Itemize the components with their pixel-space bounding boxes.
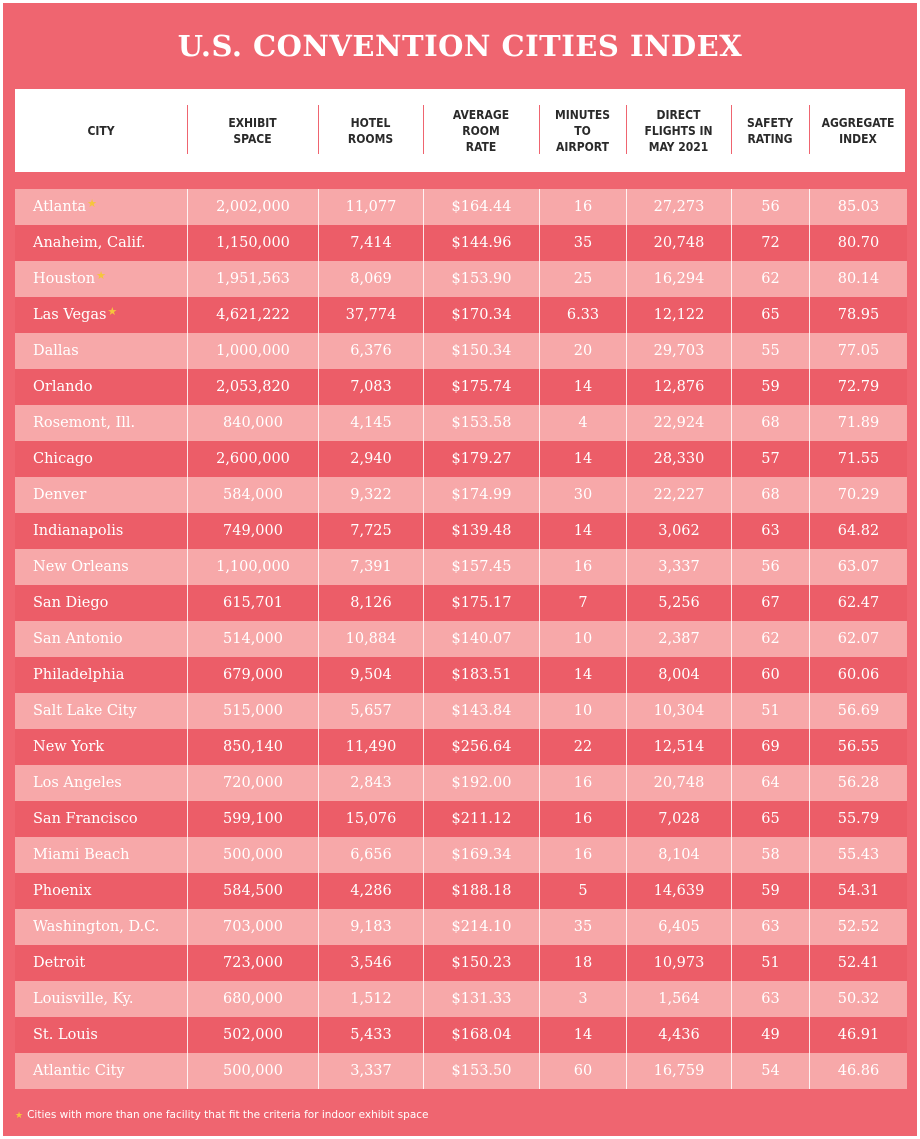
- table-row: [15, 261, 907, 297]
- cell-city: [15, 441, 187, 477]
- cell-average-room-rate: $150.23: [423, 945, 539, 981]
- cell-minutes-to-airport: 6.33: [539, 297, 626, 333]
- city-name: Detroit: [33, 955, 86, 971]
- cell-exhibit-space: 2,053,820: [187, 369, 318, 405]
- cell-minutes-to-airport: 20: [539, 333, 626, 369]
- cell-aggregate-index: 64.82: [809, 513, 907, 549]
- cell-minutes-to-airport: 16: [539, 801, 626, 837]
- cell-minutes-to-airport: 4: [539, 405, 626, 441]
- table-row: [15, 909, 907, 945]
- cell-safety-rating: 68: [731, 405, 809, 441]
- cell-direct-flights: 8,004: [626, 657, 731, 693]
- cell-hotel-rooms: 11,077: [318, 189, 423, 225]
- cell-safety-rating: 72: [731, 225, 809, 261]
- cell-hotel-rooms: 15,076: [318, 801, 423, 837]
- cell-safety-rating: 51: [731, 693, 809, 729]
- table-header: [15, 89, 905, 172]
- cell-exhibit-space: 1,150,000: [187, 225, 318, 261]
- cell-average-room-rate: $131.33: [423, 981, 539, 1017]
- cell-direct-flights: 12,876: [626, 369, 731, 405]
- cell-direct-flights: 28,330: [626, 441, 731, 477]
- cell-aggregate-index: 72.79: [809, 369, 907, 405]
- city-name: Anaheim, Calif.: [33, 235, 146, 251]
- table-row: [15, 405, 907, 441]
- cell-minutes-to-airport: 16: [539, 837, 626, 873]
- cell-aggregate-index: 50.32: [809, 981, 907, 1017]
- cell-minutes-to-airport: 18: [539, 945, 626, 981]
- cell-minutes-to-airport: 5: [539, 873, 626, 909]
- cell-exhibit-space: 500,000: [187, 1053, 318, 1089]
- cell-safety-rating: 60: [731, 657, 809, 693]
- cell-direct-flights: 10,304: [626, 693, 731, 729]
- cell-safety-rating: 63: [731, 909, 809, 945]
- cell-aggregate-index: 52.41: [809, 945, 907, 981]
- header-col-direct-flights: DIRECT FLIGHTS IN MAY 2021: [644, 107, 713, 154]
- cell-average-room-rate: $150.34: [423, 333, 539, 369]
- cell-aggregate-index: 62.47: [809, 585, 907, 621]
- cell-average-room-rate: $256.64: [423, 729, 539, 765]
- cell-city: [15, 657, 187, 693]
- cell-safety-rating: 62: [731, 621, 809, 657]
- header-col-city: CITY: [87, 123, 115, 138]
- cell-aggregate-index: 54.31: [809, 873, 907, 909]
- city-name: Rosemont, Ill.: [33, 415, 136, 431]
- star-icon: ★: [96, 269, 106, 282]
- cell-hotel-rooms: 7,083: [318, 369, 423, 405]
- cell-average-room-rate: $139.48: [423, 513, 539, 549]
- cell-safety-rating: 51: [731, 945, 809, 981]
- table-row: [15, 873, 907, 909]
- cell-direct-flights: 22,227: [626, 477, 731, 513]
- table-row: [15, 657, 907, 693]
- cell-city: [15, 981, 187, 1017]
- cell-safety-rating: 49: [731, 1017, 809, 1053]
- table-row: [15, 801, 907, 837]
- header-divider: [187, 105, 188, 154]
- cell-direct-flights: 6,405: [626, 909, 731, 945]
- cell-safety-rating: 55: [731, 333, 809, 369]
- cell-exhibit-space: 749,000: [187, 513, 318, 549]
- cell-aggregate-index: 62.07: [809, 621, 907, 657]
- cell-direct-flights: 16,759: [626, 1053, 731, 1089]
- cell-average-room-rate: $153.90: [423, 261, 539, 297]
- cell-hotel-rooms: 5,433: [318, 1017, 423, 1053]
- cell-minutes-to-airport: 7: [539, 585, 626, 621]
- cell-exhibit-space: 615,701: [187, 585, 318, 621]
- star-icon: ★: [15, 1111, 24, 1121]
- cell-city: [15, 801, 187, 837]
- table-row: [15, 513, 907, 549]
- city-name: Denver: [33, 487, 87, 503]
- cell-city: [15, 909, 187, 945]
- page-title: U.S. CONVENTION CITIES INDEX: [177, 29, 743, 63]
- cell-hotel-rooms: 9,504: [318, 657, 423, 693]
- cell-aggregate-index: 85.03: [809, 189, 907, 225]
- cell-hotel-rooms: 8,069: [318, 261, 423, 297]
- cell-exhibit-space: 850,140: [187, 729, 318, 765]
- cell-aggregate-index: 71.89: [809, 405, 907, 441]
- cell-aggregate-index: 56.28: [809, 765, 907, 801]
- table-row: [15, 225, 907, 261]
- cell-city: [15, 189, 187, 225]
- header-divider: [731, 105, 732, 154]
- cell-direct-flights: 29,703: [626, 333, 731, 369]
- cell-exhibit-space: 584,500: [187, 873, 318, 909]
- cell-minutes-to-airport: 14: [539, 441, 626, 477]
- cell-direct-flights: 14,639: [626, 873, 731, 909]
- cell-direct-flights: 3,062: [626, 513, 731, 549]
- star-icon: ★: [107, 305, 118, 318]
- cell-hotel-rooms: 2,940: [318, 441, 423, 477]
- table-row: [15, 189, 907, 225]
- cell-average-room-rate: $214.10: [423, 909, 539, 945]
- cell-safety-rating: 59: [731, 369, 809, 405]
- table-row: [15, 369, 907, 405]
- cell-safety-rating: 67: [731, 585, 809, 621]
- cell-city: [15, 621, 187, 657]
- city-name: Atlantic City: [33, 1063, 125, 1079]
- cell-direct-flights: 5,256: [626, 585, 731, 621]
- footnote-text: Cities with more than one facility that fit the criteria for indoor exhibit space: [27, 1109, 429, 1121]
- cell-direct-flights: 1,564: [626, 981, 731, 1017]
- city-name: Miami Beach: [33, 847, 130, 863]
- cell-exhibit-space: 2,002,000: [187, 189, 318, 225]
- cell-city: [15, 1053, 187, 1089]
- cell-aggregate-index: 78.95: [809, 297, 907, 333]
- table-row: [15, 1053, 907, 1089]
- header-col-hotel-rooms: HOTEL ROOMS: [347, 115, 394, 146]
- cell-exhibit-space: 680,000: [187, 981, 318, 1017]
- cell-city: [15, 585, 187, 621]
- cell-exhibit-space: 720,000: [187, 765, 318, 801]
- cell-safety-rating: 65: [731, 801, 809, 837]
- cell-city: [15, 1017, 187, 1053]
- cell-average-room-rate: $183.51: [423, 657, 539, 693]
- cell-minutes-to-airport: 30: [539, 477, 626, 513]
- cell-direct-flights: 20,748: [626, 765, 731, 801]
- city-name: Las Vegas: [33, 307, 107, 323]
- city-name: Washington, D.C.: [33, 919, 160, 935]
- city-name: Indianapolis: [33, 523, 124, 539]
- table-row: [15, 729, 907, 765]
- cell-city: [15, 945, 187, 981]
- cell-average-room-rate: $140.07: [423, 621, 539, 657]
- cell-minutes-to-airport: 35: [539, 909, 626, 945]
- cell-minutes-to-airport: 22: [539, 729, 626, 765]
- cell-exhibit-space: 840,000: [187, 405, 318, 441]
- city-name: New Orleans: [33, 559, 129, 575]
- city-name: San Diego: [33, 595, 109, 611]
- cell-aggregate-index: 80.14: [809, 261, 907, 297]
- header-col-aggregate-index: AGGREGATE INDEX: [821, 115, 895, 146]
- cell-average-room-rate: $179.27: [423, 441, 539, 477]
- cell-exhibit-space: 723,000: [187, 945, 318, 981]
- header-col-average-room-rate: AVERAGE ROOM RATE: [452, 107, 510, 154]
- cell-aggregate-index: 80.70: [809, 225, 907, 261]
- city-name: Louisville, Ky.: [33, 991, 134, 1007]
- city-name: San Francisco: [33, 811, 138, 827]
- cell-city: [15, 729, 187, 765]
- city-name: Houston: [33, 271, 96, 287]
- cell-minutes-to-airport: 14: [539, 513, 626, 549]
- table-row: [15, 441, 907, 477]
- city-name: Philadelphia: [33, 667, 125, 683]
- cell-direct-flights: 4,436: [626, 1017, 731, 1053]
- header-divider: [626, 105, 627, 154]
- cell-hotel-rooms: 8,126: [318, 585, 423, 621]
- cell-safety-rating: 56: [731, 189, 809, 225]
- cell-minutes-to-airport: 16: [539, 765, 626, 801]
- cell-exhibit-space: 515,000: [187, 693, 318, 729]
- cell-average-room-rate: $170.34: [423, 297, 539, 333]
- cell-city: [15, 225, 187, 261]
- cell-safety-rating: 56: [731, 549, 809, 585]
- city-name: Orlando: [33, 379, 93, 395]
- cell-safety-rating: 63: [731, 981, 809, 1017]
- cell-hotel-rooms: 7,391: [318, 549, 423, 585]
- header-col-exhibit-space: EXHIBIT SPACE: [228, 115, 277, 146]
- cell-exhibit-space: 1,100,000: [187, 549, 318, 585]
- cell-city: [15, 261, 187, 297]
- cell-safety-rating: 69: [731, 729, 809, 765]
- cell-aggregate-index: 55.79: [809, 801, 907, 837]
- cell-hotel-rooms: 6,656: [318, 837, 423, 873]
- table-row: [15, 585, 907, 621]
- city-name: Atlanta: [33, 199, 87, 215]
- cell-average-room-rate: $211.12: [423, 801, 539, 837]
- cell-average-room-rate: $153.58: [423, 405, 539, 441]
- cell-aggregate-index: 52.52: [809, 909, 907, 945]
- cell-safety-rating: 54: [731, 1053, 809, 1089]
- cell-average-room-rate: $169.34: [423, 837, 539, 873]
- cell-average-room-rate: $143.84: [423, 693, 539, 729]
- table-row: [15, 945, 907, 981]
- cell-safety-rating: 68: [731, 477, 809, 513]
- cell-average-room-rate: $188.18: [423, 873, 539, 909]
- cell-minutes-to-airport: 14: [539, 1017, 626, 1053]
- cell-exhibit-space: 514,000: [187, 621, 318, 657]
- cell-minutes-to-airport: 25: [539, 261, 626, 297]
- cell-exhibit-space: 703,000: [187, 909, 318, 945]
- cell-hotel-rooms: 10,884: [318, 621, 423, 657]
- cell-city: [15, 333, 187, 369]
- cell-hotel-rooms: 4,145: [318, 405, 423, 441]
- cell-aggregate-index: 63.07: [809, 549, 907, 585]
- cell-direct-flights: 8,104: [626, 837, 731, 873]
- cell-safety-rating: 58: [731, 837, 809, 873]
- cell-exhibit-space: 1,000,000: [187, 333, 318, 369]
- cell-hotel-rooms: 9,322: [318, 477, 423, 513]
- cell-hotel-rooms: 37,774: [318, 297, 423, 333]
- cell-hotel-rooms: 7,725: [318, 513, 423, 549]
- cell-exhibit-space: 2,600,000: [187, 441, 318, 477]
- cell-direct-flights: 12,122: [626, 297, 731, 333]
- cell-direct-flights: 7,028: [626, 801, 731, 837]
- cell-average-room-rate: $157.45: [423, 549, 539, 585]
- cell-average-room-rate: $168.04: [423, 1017, 539, 1053]
- table-row: [15, 477, 907, 513]
- city-name: Phoenix: [33, 883, 92, 899]
- cell-exhibit-space: 4,621,222: [187, 297, 318, 333]
- cell-minutes-to-airport: 3: [539, 981, 626, 1017]
- cell-safety-rating: 59: [731, 873, 809, 909]
- city-name: Los Angeles: [33, 775, 122, 791]
- cell-hotel-rooms: 3,337: [318, 1053, 423, 1089]
- cell-hotel-rooms: 2,843: [318, 765, 423, 801]
- cell-aggregate-index: 55.43: [809, 837, 907, 873]
- header-divider: [318, 105, 319, 154]
- city-name: Chicago: [33, 451, 93, 467]
- cell-minutes-to-airport: 16: [539, 189, 626, 225]
- header-divider: [539, 105, 540, 154]
- cell-safety-rating: 65: [731, 297, 809, 333]
- cell-aggregate-index: 46.91: [809, 1017, 907, 1053]
- infographic-panel: [3, 3, 917, 1136]
- cell-direct-flights: 16,294: [626, 261, 731, 297]
- footnote: [15, 1109, 428, 1121]
- cell-minutes-to-airport: 35: [539, 225, 626, 261]
- cell-average-room-rate: $174.99: [423, 477, 539, 513]
- header-divider: [423, 105, 424, 154]
- cell-hotel-rooms: 1,512: [318, 981, 423, 1017]
- cell-average-room-rate: $175.17: [423, 585, 539, 621]
- cell-direct-flights: 12,514: [626, 729, 731, 765]
- table-row: [15, 297, 907, 333]
- header-divider: [809, 105, 810, 154]
- table-row: [15, 333, 907, 369]
- cell-exhibit-space: 679,000: [187, 657, 318, 693]
- table-row: [15, 837, 907, 873]
- cell-average-room-rate: $144.96: [423, 225, 539, 261]
- city-name: San Antonio: [33, 631, 123, 647]
- cell-hotel-rooms: 11,490: [318, 729, 423, 765]
- cell-hotel-rooms: 4,286: [318, 873, 423, 909]
- cell-minutes-to-airport: 10: [539, 693, 626, 729]
- cell-average-room-rate: $164.44: [423, 189, 539, 225]
- cell-minutes-to-airport: 14: [539, 369, 626, 405]
- city-name: Dallas: [33, 343, 79, 359]
- cell-safety-rating: 64: [731, 765, 809, 801]
- cell-aggregate-index: 56.69: [809, 693, 907, 729]
- cell-aggregate-index: 56.55: [809, 729, 907, 765]
- cell-hotel-rooms: 3,546: [318, 945, 423, 981]
- cell-aggregate-index: 70.29: [809, 477, 907, 513]
- cell-average-room-rate: $153.50: [423, 1053, 539, 1089]
- header-col-safety-rating: SAFETY RATING: [746, 115, 794, 146]
- cell-aggregate-index: 71.55: [809, 441, 907, 477]
- city-name: Salt Lake City: [33, 703, 137, 719]
- cell-hotel-rooms: 9,183: [318, 909, 423, 945]
- table-row: [15, 621, 907, 657]
- cell-city: [15, 513, 187, 549]
- cell-average-room-rate: $175.74: [423, 369, 539, 405]
- star-icon: ★: [87, 197, 98, 210]
- cell-safety-rating: 62: [731, 261, 809, 297]
- cell-aggregate-index: 46.86: [809, 1053, 907, 1089]
- cell-safety-rating: 63: [731, 513, 809, 549]
- cell-city: [15, 837, 187, 873]
- cell-city: [15, 405, 187, 441]
- header-col-minutes-to-airport: MINUTES TO AIRPORT: [554, 107, 611, 154]
- table-body: [15, 189, 907, 1089]
- cell-direct-flights: 20,748: [626, 225, 731, 261]
- cell-aggregate-index: 77.05: [809, 333, 907, 369]
- cell-exhibit-space: 599,100: [187, 801, 318, 837]
- table-row: [15, 981, 907, 1017]
- cell-minutes-to-airport: 60: [539, 1053, 626, 1089]
- cell-city: [15, 477, 187, 513]
- cell-direct-flights: 2,387: [626, 621, 731, 657]
- city-name: St. Louis: [33, 1027, 98, 1043]
- cell-direct-flights: 3,337: [626, 549, 731, 585]
- table-row: [15, 765, 907, 801]
- cell-safety-rating: 57: [731, 441, 809, 477]
- table-row: [15, 1017, 907, 1053]
- cell-city: [15, 693, 187, 729]
- cell-city: [15, 549, 187, 585]
- cell-hotel-rooms: 6,376: [318, 333, 423, 369]
- cell-minutes-to-airport: 14: [539, 657, 626, 693]
- cell-city: [15, 297, 187, 333]
- cell-aggregate-index: 60.06: [809, 657, 907, 693]
- cell-minutes-to-airport: 16: [539, 549, 626, 585]
- table-row: [15, 693, 907, 729]
- cell-exhibit-space: 1,951,563: [187, 261, 318, 297]
- cell-exhibit-space: 584,000: [187, 477, 318, 513]
- cell-direct-flights: 22,924: [626, 405, 731, 441]
- cell-hotel-rooms: 7,414: [318, 225, 423, 261]
- cell-hotel-rooms: 5,657: [318, 693, 423, 729]
- cell-minutes-to-airport: 10: [539, 621, 626, 657]
- cell-exhibit-space: 500,000: [187, 837, 318, 873]
- cell-direct-flights: 10,973: [626, 945, 731, 981]
- table-row: [15, 549, 907, 585]
- cell-direct-flights: 27,273: [626, 189, 731, 225]
- cell-city: [15, 873, 187, 909]
- city-name: New York: [33, 739, 105, 755]
- cell-city: [15, 765, 187, 801]
- cell-city: [15, 369, 187, 405]
- cell-average-room-rate: $192.00: [423, 765, 539, 801]
- cell-exhibit-space: 502,000: [187, 1017, 318, 1053]
